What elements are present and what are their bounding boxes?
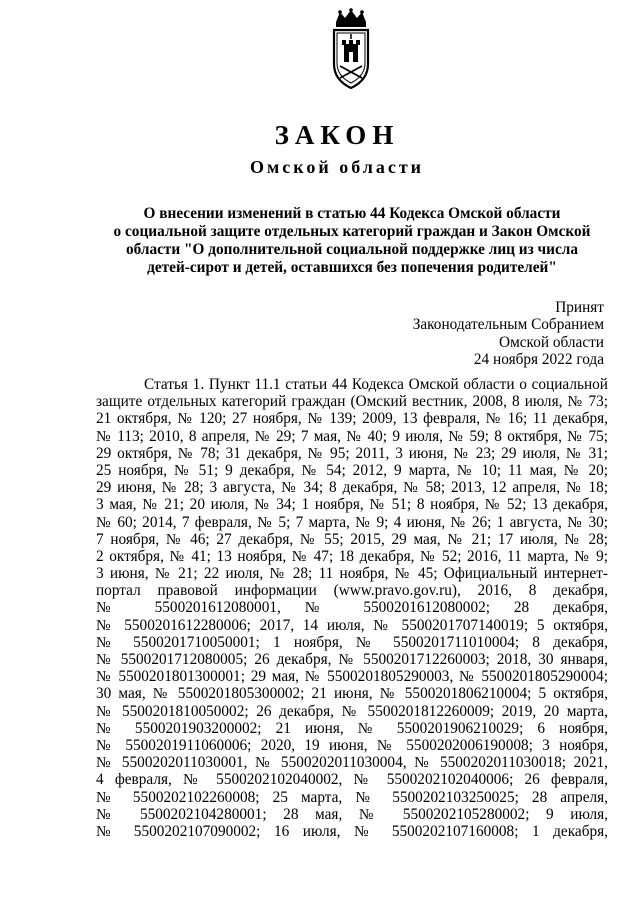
body-line: 21 октября, № 120; 27 ноября, № 139; 2009, 13 февраля, № 16; 11 декабря, [96,410,608,428]
article-body [96,376,608,840]
body-line: № 5500201903200002; 21 июня, № 5500201906210029; 6 ноября, [96,719,608,737]
body-line: № 60; 2014, 7 февраля, № 5; 7 марта, № 9; 4 июня, № 26; 1 августа, № 30; [96,513,608,531]
body-line: № 113; 2010, 8 апреля, № 29; 7 мая, № 40; 9 июля, № 59; 8 октября, № 75; [96,427,608,445]
body-line: 4 февраля, № 5500202102040002, № 5500202102040006; 26 февраля, [96,771,608,789]
body-line: 30 мая, № 5500201805300002; 21 июня, № 5500201806210004; 5 октября, [96,685,608,703]
adoption-line: Принят [555,299,604,316]
subject-line: о социальной защите отдельных категорий граждан и Закон Омской [113,223,591,240]
body-line: № 5500202107090002; 16 июля, № 5500202107160008; 1 декабря, [96,822,608,840]
adoption-block [413,299,604,368]
body-line: 3 мая, № 21; 20 июля, № 34; 1 ноября, № 51; 8 ноября, № 52; 13 декабря, [96,496,608,514]
body-line: 3 июня, № 21; 22 июля, № 28; 11 ноября, № 45; Официальный интернет- [96,565,608,583]
adoption-line: Законодательным Собранием [412,316,604,334]
body-line: № 5500202104280001; 28 мая, № 5500202105280002; 9 июля, [96,805,608,823]
body-line: 2 октября, № 41; 13 ноября, № 47; 18 декабря, № 52; 2016, 11 марта, № 9; [96,547,608,565]
body-line: № 5500202102260008; 25 марта, № 5500202103250025; 28 апреля, [96,788,608,806]
body-line: № 5500201810050002; 26 декабря, № 5500201812260009; 2019, 20 марта, [96,702,608,720]
law-subject-heading [88,205,616,277]
body-line: 25 ноября, № 51; 9 декабря, № 54; 2012, 9 марта, № 10; 11 мая, № 20; [96,461,608,479]
adoption-line: Омской области [499,333,604,351]
omsk-coat-of-arms-emblem [328,8,374,94]
body-line: № 5500201612080001, № 5500201612080002; 28 декабря, [96,599,608,617]
body-line: № 5500201612280006; 2017, 14 июля, № 5500201707140019; 5 октября, [96,616,608,634]
body-line: 29 октября, № 78; 31 декабря, № 95; 2011, 3 июня, № 23; 29 июля, № 31; [96,444,608,462]
body-line: № 5500201911060006; 2020, 19 июня, № 5500202006190008; 3 ноября, [96,736,608,754]
body-line: № 5500201712080005; 26 декабря, № 5500201712260003; 2018, 30 января, [96,651,608,668]
document-title: ЗАКОН [274,120,400,150]
body-line: защите отдельных категорий граждан (Омский вестник, 2008, 8 июля, № 73; [96,393,608,411]
subject-line: детей-сирот и детей, оставшихся без попечения родителей" [147,259,557,276]
body-line: 7 ноября, № 46; 27 декабря, № 55; 2015, 29 мая, № 21; 17 июля, № 28; [96,530,608,548]
body-line: Статья 1. Пункт 11.1 статьи 44 Кодекса Омской области о социальной [144,376,608,393]
subject-line: области "О дополнительной социальной поддержке лиц из числа [125,241,579,258]
document-subtitle: Омской области [249,157,425,177]
body-line: портал правовой информации (www.pravo.gov.ru), 2016, 8 декабря, [96,582,608,600]
body-line: № 5500202011030001, № 5500202011030004, № 5500202011030018; 2021, [96,754,608,772]
adoption-date: 24 ноября 2022 года [473,350,604,368]
body-line: № 5500201710050001; 1 ноября, № 5500201711010004; 8 декабря, [96,633,608,651]
body-line: 29 июня, № 28; 3 августа, № 34; 8 декабря, № 58; 2013, 12 апреля, № 18; [96,479,608,497]
body-line: № 5500201801300001; 29 мая, № 5500201805290003, № 5500201805290004; [96,668,608,686]
subject-line: О внесении изменений в статью 44 Кодекса Омской области [143,205,561,222]
